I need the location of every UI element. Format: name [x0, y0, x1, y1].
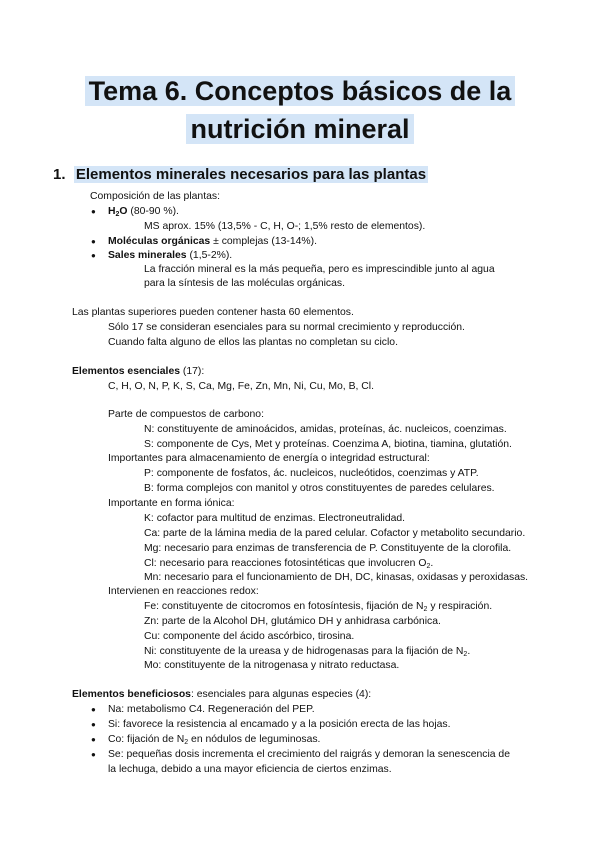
section-number: 1. [53, 166, 66, 183]
element-cu: Cu: componente del ácido ascórbico, tirosina. [144, 631, 355, 642]
fraccion-line-2: para la síntesis de las moléculas orgánicas. [144, 278, 345, 289]
superiores-line-1: Las plantas superiores pueden contener hasta 60 elementos. [72, 307, 354, 318]
energia-heading: Importantes para almacenamiento de energía o integridad estructural: [108, 453, 430, 464]
redox-heading: Intervienen en reacciones redox: [108, 586, 259, 597]
element-fe: Fe: constituyente de citocromos en fotosíntesis, fijación de $N_2$ y respiración. [144, 601, 493, 613]
element-k: K: cofactor para multitud de enzimas. Electroneutralidad. [144, 513, 406, 524]
list-item-si: ● Si: favorece la resistencia al encamado y a la posición erecta de las hojas. [108, 718, 451, 732]
composicion-intro: Composición de las plantas: [90, 191, 220, 202]
list-item-se-cont: la lechuga, debido a una mayor eficiencia de ciertos enzimas. [108, 764, 392, 775]
element-ca: Ca: parte de la lámina media de la pared celular. Cofactor y metabolito secundario. [144, 528, 526, 539]
section-heading [53, 165, 428, 185]
element-s: S: componente de Cys, Met y proteínas. Coenzima A, biotina, tiamina, glutatión. [144, 439, 512, 450]
section-heading-text: Elementos minerales necesarios para las plantas [75, 166, 427, 183]
superiores-line-3: Cuando falta alguno de ellos las plantas no completan su ciclo. [108, 337, 398, 348]
ionica-heading: Importante en forma iónica: [108, 498, 235, 509]
element-ni: Ni: constituyente de la ureasa y de hidrogenasas para la fijación de $N_2$. [144, 646, 471, 658]
carbono-heading: Parte de compuestos de carbono: [108, 409, 264, 420]
element-mn: Mn: necesario para el funcionamiento de DH, DC, kinasas, oxidasas y peroxidasas. [144, 572, 529, 583]
list-item-h2o: ● $H_2O$ (80-90 %). [108, 205, 179, 219]
fraccion-line-1: La fracción mineral es la más pequeña, pero es imprescindible junto al agua [144, 264, 495, 275]
page-title [0, 72, 600, 148]
list-item-se: ● Se: pequeñas dosis incrementa el crecimiento del raigrás y demoran la senescencia de [108, 748, 510, 762]
beneficiosos-heading: Elementos beneficiosos: esenciales para algunas especies (4): [72, 689, 372, 700]
esenciales-list: C, H, O, N, P, K, S, Ca, Mg, Fe, Zn, Mn, Ni, Cu, Mo, B, Cl. [108, 381, 374, 392]
element-b: B: forma complejos con manitol y otros constituyentes de paredes celulares. [144, 483, 495, 494]
composicion-ms: MS aprox. 15% (13,5% - C, H, O-; 1,5% resto de elementos). [144, 221, 426, 232]
element-cl: Cl: necesario para reacciones fotosintéticas que involucren $O_2$. [144, 558, 434, 570]
esenciales-heading: Elementos esenciales (17): [72, 366, 205, 377]
title-line-2: nutrición mineral [186, 114, 413, 144]
element-mg: Mg: necesario para enzimas de transferencia de P. Constituyente de la clorofila. [144, 543, 512, 554]
element-zn: Zn: parte de la Alcohol DH, glutámico DH y anhidrasa carbónica. [144, 616, 441, 627]
list-item-moleculas: ● Moléculas orgánicas ± complejas (13-14%). [108, 235, 317, 249]
superiores-line-2: Sólo 17 se consideran esenciales para su normal crecimiento y reproducción. [108, 322, 465, 333]
list-item-na: ● Na: metabolismo C4. Regeneración del PEP. [108, 703, 315, 717]
element-p: P: componente de fosfatos, ác. nucleicos, nucleótidos, coenzimas y ATP. [144, 468, 479, 479]
list-item-co: ● Co: fijación de $N_2$ en nódulos de leguminosas. [108, 733, 320, 747]
element-mo: Mo: constituyente de la nitrogenasa y nitrato reductasa. [144, 660, 400, 671]
title-line-1: Tema 6. Conceptos básicos de la [85, 76, 516, 106]
element-n: N: constituyente de aminoácidos, amidas, proteínas, ác. nucleicos, coenzimas. [144, 424, 507, 435]
list-item-sales: ● Sales minerales (1,5-2%). [108, 249, 232, 263]
